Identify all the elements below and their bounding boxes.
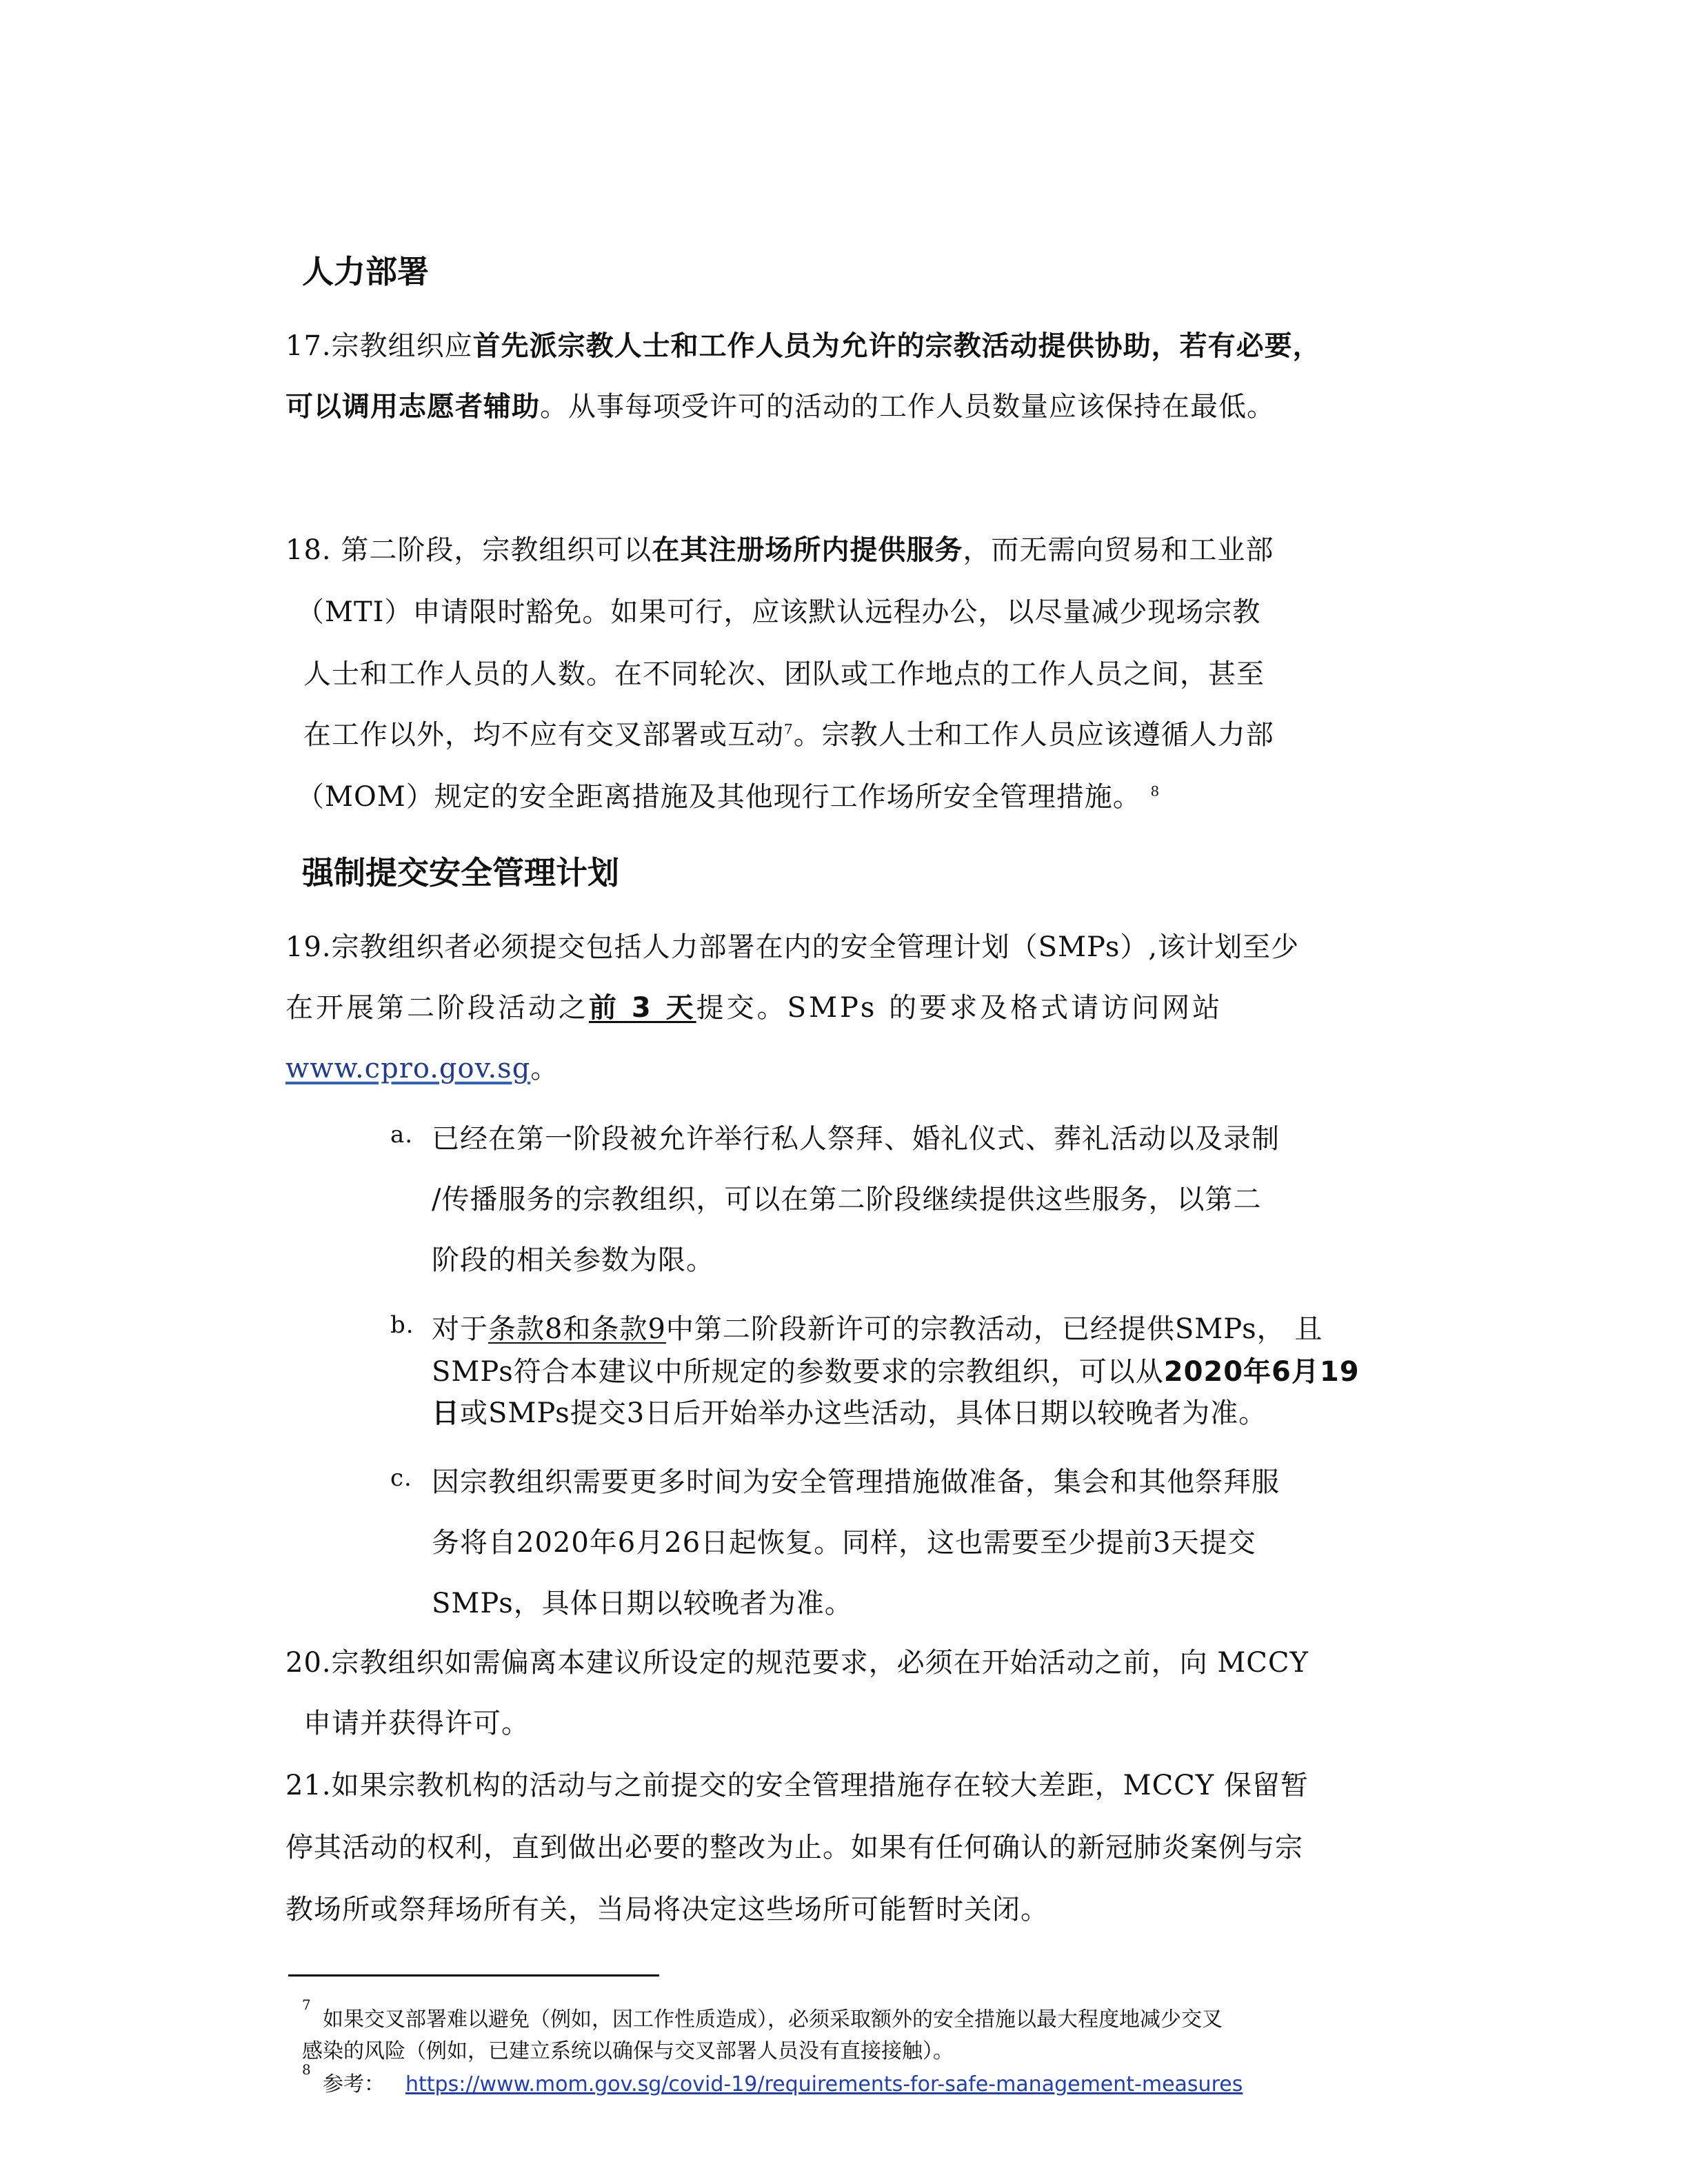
footnote-7-line-1: 如果交叉部署难以避免（例如，因工作性质造成），必须采取额外的安全措施以最大程度地减少交叉 [323, 2008, 1223, 2032]
paragraph-17-line-1 [285, 324, 1321, 363]
section-heading-smp: 强制提交安全管理计划 [302, 854, 619, 891]
footnote-number-8: 8 [302, 2061, 311, 2078]
text-run: 在工作以外，均不应有交叉部署或互动 [303, 719, 784, 751]
footnote-label: 参考： [323, 2072, 385, 2096]
paragraph-number: 17. [285, 330, 332, 362]
paragraph-18-line-2: （MTI）申请限时豁免。如果可行，应该默认远程办公，以尽量减少现场宗教 [297, 596, 1261, 628]
text-run: 宗教组织者必须提交包括人力部署在内的安全管理计划（SMPs）,该计划至少 [331, 931, 1300, 963]
text-run: 宗教组织应 [331, 330, 473, 362]
text-run: ，而无需向贸易和工业部 [963, 534, 1274, 566]
text-run: （MOM）规定的安全距离措施及其他现行工作场所安全管理措施。 [297, 781, 1141, 813]
list-item-b-line-2 [432, 1350, 1360, 1389]
paragraph-19-line-2 [285, 986, 1223, 1025]
paragraph-number: 18. [285, 534, 332, 566]
list-item-b-line-3 [432, 1391, 1267, 1430]
bold-date: 日 [432, 1397, 460, 1429]
paragraph-number: 19. [285, 931, 332, 963]
text-run: 中第二阶段新许可的宗教活动，已经提供SMPs， 且 [665, 1313, 1323, 1345]
list-item-a-line-2: /传播服务的宗教组织，可以在第二阶段继续提供这些服务，以第二 [432, 1184, 1262, 1215]
text-run: 。从事每项受许可的活动的工作人员数量应该保持在最低。 [540, 391, 1275, 423]
footnote-7-line-2: 感染的风险（例如，已建立系统以确保与交叉部署人员没有直接接触）。 [302, 2039, 954, 2063]
bold-text-run: 可以调用志愿者辅助 [285, 391, 540, 423]
paragraph-20-line-2: 申请并获得许可。 [303, 1708, 530, 1739]
list-item-c-line-1: 因宗教组织需要更多时间为安全管理措施做准备，集会和其他祭拜服 [432, 1466, 1280, 1498]
paragraph-21-line-2: 停其活动的权利，直到做出必要的整改为止。如果有任何确认的新冠肺炎案例与宗 [285, 1832, 1303, 1863]
footnote-ref-7[interactable]: 7 [784, 720, 794, 738]
bold-text-run: 首先派宗教人士和工作人员为允许的宗教活动提供协助，若有必要， [472, 330, 1321, 362]
text-run: 。 [530, 1053, 559, 1084]
footnote-ref-8[interactable]: 8 [1150, 782, 1160, 800]
list-item-c-line-2: 务将自2020年6月26日起恢复。同样，这也需要至少提前3天提交 [432, 1527, 1256, 1559]
paragraph-21-line-1: 21.如果宗教机构的活动与之前提交的安全管理措施存在较大差距，MCCY 保留暂 [285, 1770, 1309, 1801]
footnote-number-7: 7 [302, 1996, 311, 2013]
text-run: 。宗教人士和工作人员应该遵循人力部 [793, 719, 1274, 751]
paragraph-19-line-3 [285, 1046, 559, 1086]
list-marker-b: b. [390, 1311, 414, 1339]
paragraph-20-line-1: 20.宗教组织如需偏离本建议所设定的规范要求，必须在开始活动之前，向 MCCY [285, 1647, 1309, 1679]
text-run: SMPs符合本建议中所规定的参数要求的宗教组织，可以从 [432, 1356, 1164, 1388]
paragraph-17-line-2 [285, 385, 1275, 424]
bold-text-run: 在其注册场所内提供服务 [652, 534, 963, 566]
list-marker-c: c. [390, 1464, 412, 1492]
footnote-separator [288, 1974, 659, 1976]
text-run: 对于 [432, 1313, 488, 1345]
paragraph-19-line-1 [285, 925, 1299, 964]
clause-reference: 条款8和条款9 [488, 1313, 666, 1345]
paragraph-21-line-3: 教场所或祭拜场所有关，当局将决定这些场所可能暂时关闭。 [285, 1894, 1049, 1925]
text-run: 在开展第二阶段活动之 [285, 992, 589, 1024]
underlined-deadline: 前 3 天 [589, 992, 696, 1024]
list-item-a-line-1: 已经在第一阶段被允许举行私人祭拜、婚礼仪式、葬礼活动以及录制 [432, 1123, 1280, 1155]
bold-date: 2020年6月19 [1163, 1356, 1360, 1388]
paragraph-18-line-1 [285, 528, 1274, 567]
text-run: 提交。SMPs 的要求及格式请访问网站 [696, 992, 1223, 1024]
list-item-a-line-3: 阶段的相关参数为限。 [432, 1244, 714, 1276]
list-marker-a: a. [390, 1121, 414, 1149]
list-item-c-line-3: SMPs，具体日期以较晚者为准。 [432, 1588, 853, 1619]
paragraph-18-line-3: 人士和工作人员的人数。在不同轮次、团队或工作地点的工作人员之间，甚至 [303, 658, 1265, 690]
cpro-website-link[interactable]: www.cpro.gov.sg [285, 1053, 531, 1084]
text-run: 或SMPs提交3日后开始举办这些活动，具体日期以较晚者为准。 [460, 1397, 1267, 1429]
paragraph-18-line-5 [297, 775, 1160, 814]
footnote-8-line [323, 2067, 1243, 2097]
list-item-b-line-1 [432, 1307, 1323, 1346]
text-run: 第二阶段，宗教组织可以 [341, 534, 652, 566]
section-heading-manpower: 人力部署 [302, 253, 429, 290]
paragraph-18-line-4 [303, 713, 1274, 752]
mom-requirements-link[interactable]: https://www.mom.gov.sg/covid-19/requirements-for-safe-management-measures [405, 2072, 1243, 2096]
